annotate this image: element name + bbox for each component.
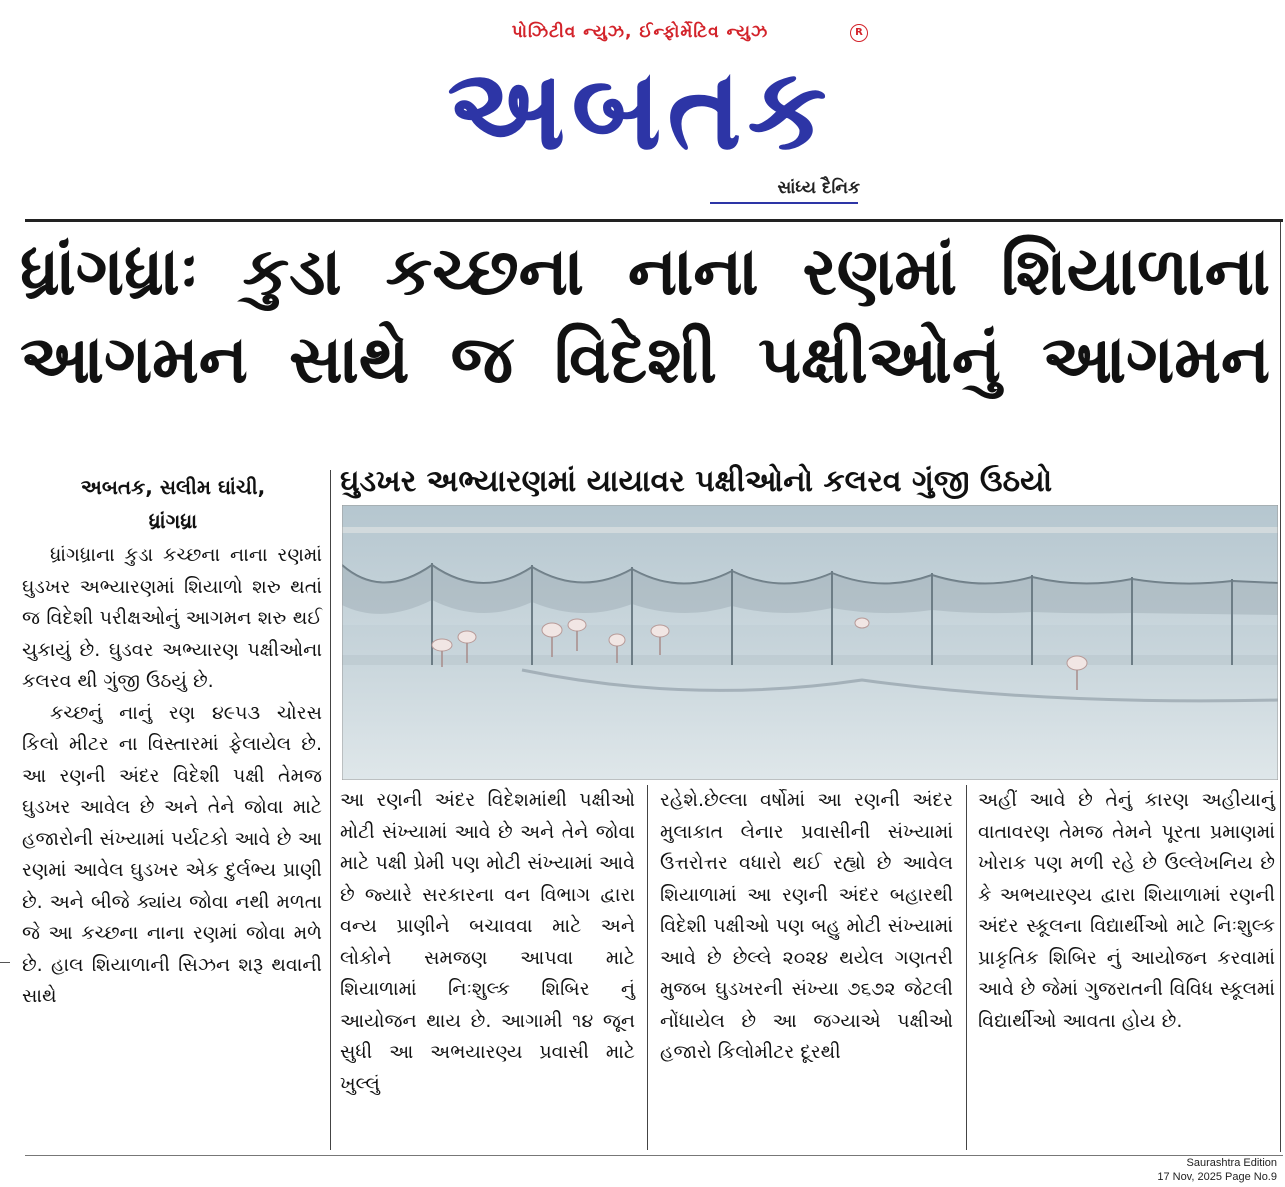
tagline: પોઝિટીવ ન્યુઝ, ઈન્ફોર્મેટિવ ન્યુઝ xyxy=(511,22,769,42)
headline-line-1: ધ્રાંગધ્રાઃ કુડા કચ્છના નાના રણમાં શિયાળાના xyxy=(20,233,1270,310)
edition-tag: સાંધ્ય દૈનિક xyxy=(777,178,860,198)
column-rule-2 xyxy=(647,785,648,1150)
edition-name: Saurashtra Edition xyxy=(1186,1157,1277,1169)
masthead xyxy=(400,18,880,208)
newspaper-logo: અબતક xyxy=(447,45,833,175)
right-edge-rule xyxy=(1280,222,1281,1152)
byline-line-1: અબતક, સલીમ ઘાંચી, xyxy=(80,475,266,499)
bottom-divider xyxy=(25,1155,1283,1156)
registered-mark: R xyxy=(850,24,868,42)
flamingo-photo xyxy=(342,505,1278,780)
paragraph-4: રહેશે.છેલ્લા વર્ષોમાં આ રણની અંદર મુલાકાત લેનાર પ્રવાસીની સંખ્યામાં ઉત્તરોત્તર વધારો થઈ રહ્યો છે આવેલ શિયાળામાં આ રણની અંદર બહારથી વિદેશી પક્ષીઓ પણ બહુ મોટી સંખ્યામાં આવે છે છેલ્લે ૨૦૨૪ થયેલ ગણતરી મુજબ ઘુડખરની સંખ્યા ૭૬૭૨ જેટલી નોંધાયેલ છે આ જગ્યાએ પક્ષીઓ હજારો કિલોમીટર દૂરથી xyxy=(660,789,953,1063)
column-rule-3 xyxy=(966,785,967,1150)
paragraph-3: આ રણની અંદર વિદેશમાંથી પક્ષીઓ મોટી સંખ્યામાં આવે છે અને તેને જોવા માટે પક્ષી પ્રેમી પણ મોટી સંખ્યામાં આવે છે જ્યારે સરકારના વન વિભાગ દ્વારા વન્ય પ્રાણીને બચાવવા માટે અને લોકોને સમજણ આપવા માટે શિયાળામાં નિઃશુલ્ક શિબિર નું આયોજન થાય છે. આગામી ૧૪ જૂન સુધી આ અભયારણ્ય પ્રવાસી માટે ખુલ્લું xyxy=(340,789,635,1095)
article-column-2 xyxy=(340,785,635,1100)
paragraph-2: કચ્છનું નાનું રણ ૪૯૫૩ ચોરસ કિલો મીટર ના વિસ્તારમાં ફેલાયેલ છે. આ રણની અંદર વિદેશી પક્ષી તેમજ ઘુડખર આવેલ છે અને તેને જોવા માટે હજારોની સંખ્યામાં પર્યટકો આવે છે આ રણમાં આવેલ ઘુડખર એક દુર્લભ્ય પ્રાણી છે. અને બીજે ક્યાંય જોવા નથી મળતા જે આ કચ્છના નાના રણમાં જોવા મળે છે. હાલ શિયાળાની સિઝન શરૂ થવાની સાથે xyxy=(22,701,322,1007)
byline xyxy=(28,470,318,538)
article-column-4 xyxy=(978,785,1275,1037)
headline-line-2: આગમન સાથે જ વિદેશી પક્ષીઓનું આગમન xyxy=(20,321,1270,398)
date-page: 17 Nov, 2025 Page No.9 xyxy=(1157,1171,1277,1183)
article-column-1 xyxy=(22,540,322,1013)
article-column-3 xyxy=(660,785,953,1069)
article-subhead: ઘુડખર અભ્યારણમાં યાયાવર પક્ષીઓનો કલરવ ગુંજી ઉઠયો xyxy=(340,464,1053,499)
byline-line-2: ધ્રાંગધ્રા xyxy=(148,509,198,533)
top-divider xyxy=(25,219,1283,222)
news-photo xyxy=(342,505,1278,780)
paragraph-1: ધ્રાંગધ્રાના કુડા કચ્છના નાના રણમાં ઘુડખર અભ્યારણમાં શિયાળો શરુ થતાં જ વિદેશી પરીક્ષઓનું આગમન શરુ થઈ ચુકાયું છે. ઘુડવર અભ્યારણ પક્ષીઓના કલરવ થી ગુંજી ઉઠયું છે. xyxy=(22,544,322,692)
column-rule-1 xyxy=(330,470,331,1150)
logo-underline xyxy=(710,202,858,204)
margin-tick xyxy=(0,962,10,963)
article-headline xyxy=(20,228,1270,404)
paragraph-5: અહીં આવે છે તેનું કારણ અહીયાનું વાતાવરણ તેમજ તેમને પૂરતા પ્રમાણમાં ખોરાક પણ મળી રહે છે ઉલ્લેખનિય છે કે અભયારણ્ય દ્વારા શિયાળામાં રણની અંદર સ્કૂલના વિદ્યાર્થીઓ માટે નિઃશુલ્ક પ્રાકૃતિક શિબિર નું આયોજન કરવામાં આવે છે જેમાં ગુજરાતની વિવિધ સ્કૂલમાં વિદ્યાર્થીઓ આવતા હોય છે. xyxy=(978,789,1275,1032)
page-footer xyxy=(1157,1156,1277,1184)
